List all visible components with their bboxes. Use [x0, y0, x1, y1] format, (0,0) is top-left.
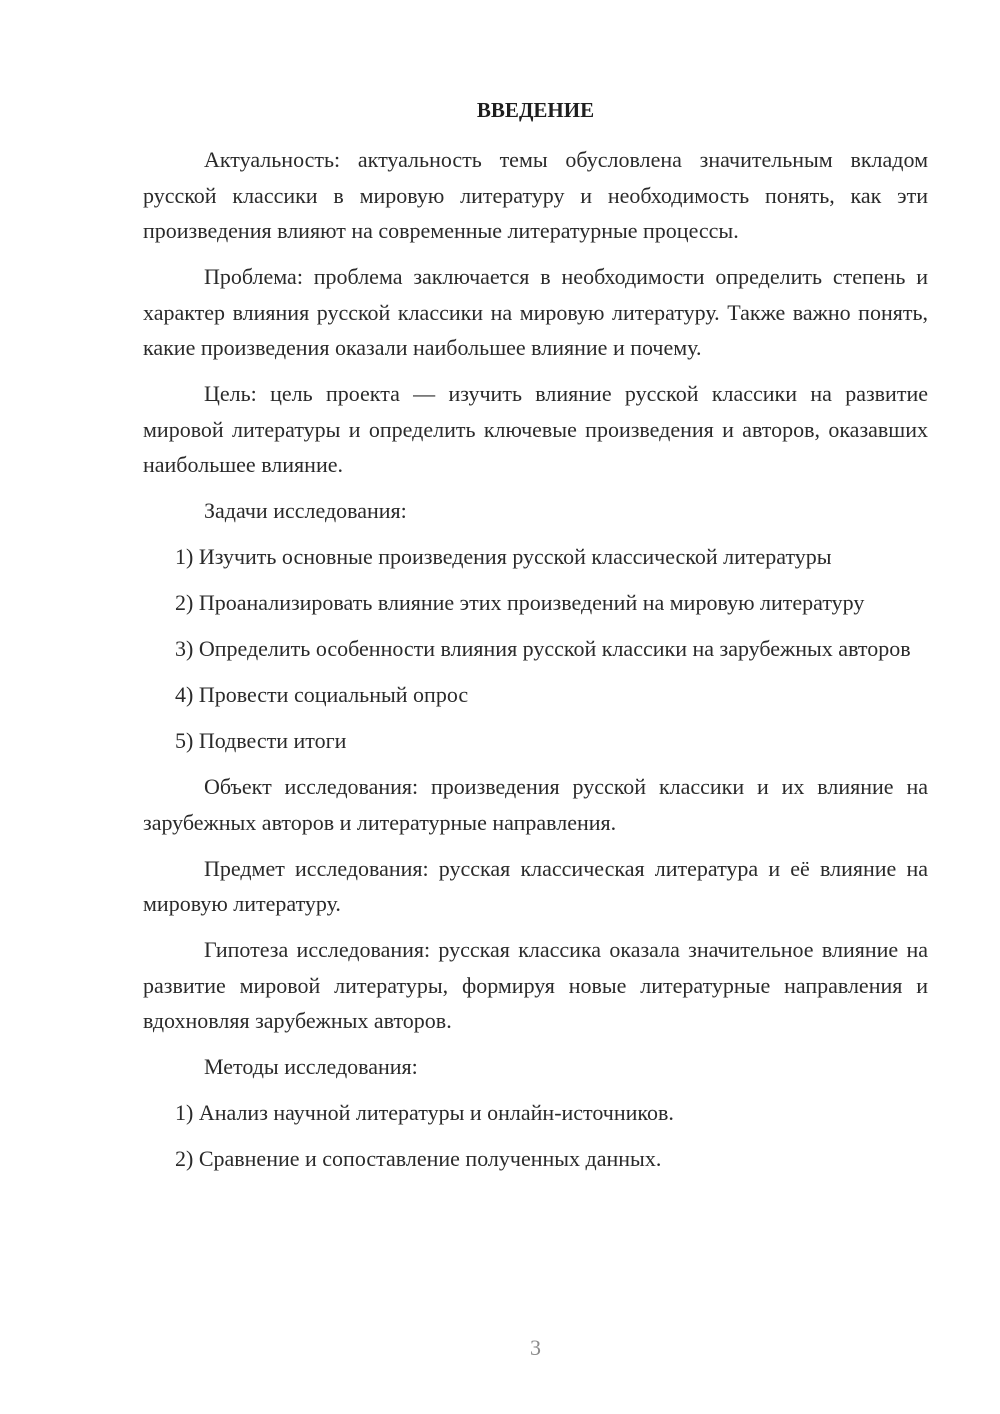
task-item: 5) Подвести итоги: [175, 728, 347, 753]
task-item: 2) Проанализировать влияние этих произведений на мировую литературу: [175, 590, 865, 615]
tasks-heading: Задачи исследования:: [204, 498, 407, 523]
document-body: [143, 142, 928, 1187]
subject-paragraph: Предмет исследования: русская классическая литература и её влияние на мировую литературу.: [143, 855, 928, 916]
goal-paragraph: Цель: цель проекта — изучить влияние русской классики на развитие мировой литературы и определить ключевые произведения и авторов, оказавших наибольшее влияние.: [143, 381, 928, 477]
object-paragraph: Объект исследования: произведения русской классики и их влияние на зарубежных авторов и литературные направления.: [143, 774, 928, 835]
page-number: 3: [530, 1335, 541, 1360]
section-title: ВВЕДЕНИЕ: [476, 98, 595, 122]
document-page: [143, 0, 928, 1414]
method-item: 1) Анализ научной литературы и онлайн-источников.: [175, 1100, 674, 1125]
methods-heading: Методы исследования:: [204, 1054, 418, 1079]
relevance-paragraph: Актуальность: актуальность темы обусловлена значительным вкладом русской классики в мировую литературу и необходимость понять, как эти произведения влияют на современные литературные процессы.: [143, 147, 928, 243]
task-item: 1) Изучить основные произведения русской классической литературы: [175, 544, 832, 569]
task-item: 4) Провести социальный опрос: [175, 682, 469, 707]
task-item: 3) Определить особенности влияния русской классики на зарубежных авторов: [175, 636, 911, 661]
problem-paragraph: Проблема: проблема заключается в необходимости определить степень и характер влияния русской классики на мировую литературу. Также важно понять, какие произведения оказали наибольшее влияние и почему.: [143, 264, 928, 360]
hypothesis-paragraph: Гипотеза исследования: русская классика оказала значительное влияние на развитие мировой литературы, формируя новые литературные направления и вдохновляя зарубежных авторов.: [143, 937, 928, 1033]
method-item: 2) Сравнение и сопоставление полученных данных.: [175, 1146, 662, 1171]
